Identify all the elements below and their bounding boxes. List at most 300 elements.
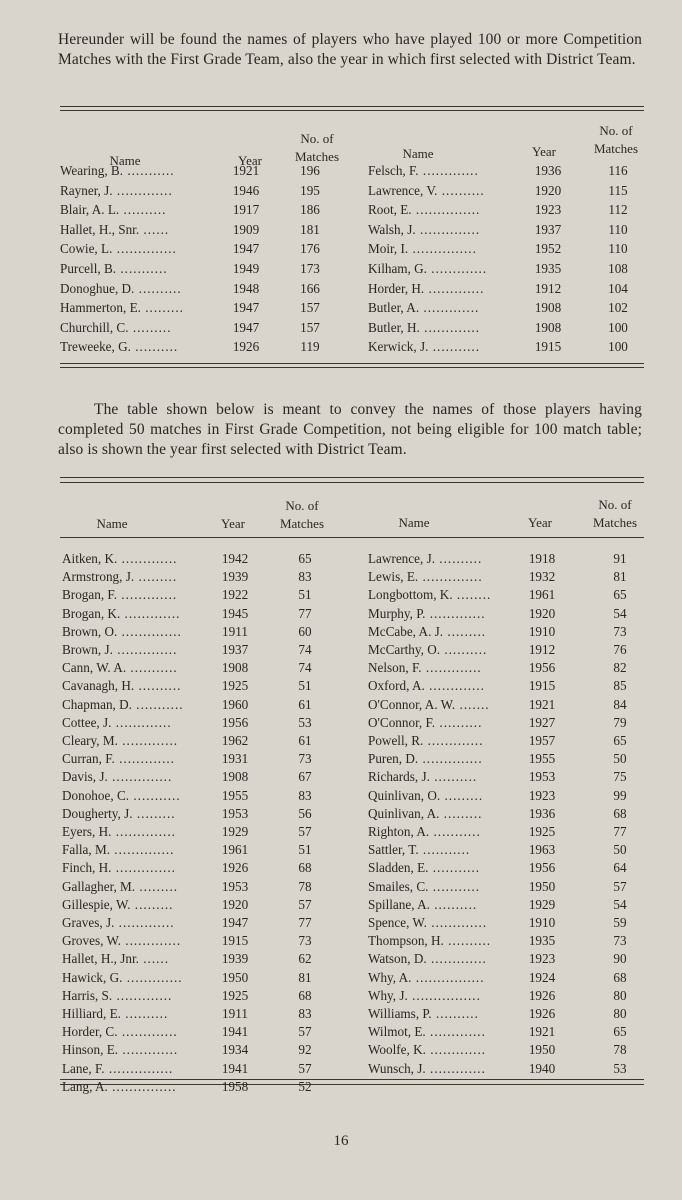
table-row-matches: 186 — [300, 202, 320, 218]
leader-dots: ......... — [130, 896, 174, 912]
table-rule — [60, 537, 644, 538]
leader-dots: ......... — [135, 878, 179, 894]
leader-dots: ......... — [128, 319, 172, 335]
table-row-year: 1950 — [221, 969, 249, 985]
table-row-matches: 51 — [298, 678, 312, 694]
table-row-year: 1945 — [221, 605, 249, 621]
leader-dots: ............. — [424, 678, 485, 694]
table-row-name: Longbottom, K. ........ — [368, 587, 492, 603]
table-row-name: Sladden, E. ........... — [368, 860, 480, 876]
middle-paragraph: The table shown below is meant to convey the names of those players having completed 50 matches in First Grade Competition, not being eligible for 100 match table; also is shown the year first selected with District Team. — [58, 401, 642, 458]
table-row-year: 1963 — [528, 842, 556, 858]
table-row-matches: 166 — [300, 280, 320, 296]
table-row-matches: 61 — [298, 733, 312, 748]
right-header-matches: No. of Matches — [592, 497, 638, 530]
table-row-matches: 115 — [608, 182, 628, 198]
table-row-matches: 57 — [298, 1024, 312, 1040]
table-row-matches: 110 — [608, 221, 628, 237]
table-row-matches: 65 — [613, 733, 627, 748]
table-row-matches: 84 — [613, 696, 627, 712]
table-row-year: 1923 — [534, 202, 562, 218]
leader-dots: ........ — [452, 587, 492, 603]
leader-dots: ........... — [428, 878, 481, 894]
table-row-matches: 108 — [608, 261, 628, 276]
table-row-matches: 65 — [298, 551, 312, 566]
table-row-matches: 83 — [298, 1006, 312, 1021]
leader-dots: ............. — [120, 933, 182, 949]
table-rule — [60, 367, 644, 368]
table-rule — [60, 482, 644, 483]
table-row-matches: 65 — [613, 1024, 627, 1040]
table-row-name: Richards, J. .......... — [368, 769, 478, 785]
table-row-name: Cavanagh, H. .......... — [62, 678, 182, 694]
table-row-name: Butler, A. ............. — [368, 300, 480, 316]
table-row-year: 1923 — [528, 951, 556, 967]
table-row-year: 1920 — [221, 896, 249, 912]
table-row-year: 1926 — [221, 860, 249, 876]
leader-dots: ................ — [411, 969, 485, 985]
table-row-year: 1912 — [528, 642, 556, 657]
table-row-name: Cottee, J. ............. — [62, 714, 172, 730]
table-row-year: 1921 — [528, 696, 556, 712]
table-row-name: Brogan, F. ............. — [62, 587, 178, 603]
table-row-year: 1922 — [221, 587, 249, 603]
table-row-name: O'Connor, F. .......... — [368, 714, 483, 730]
table-row-name: Curran, F. ............. — [62, 751, 175, 767]
table-row-matches: 85 — [613, 678, 627, 694]
table-row-matches: 176 — [300, 241, 320, 257]
table-row-name: Brown, O. .............. — [62, 623, 182, 639]
leader-dots: .......... — [437, 182, 485, 198]
leader-dots: .............. — [117, 623, 182, 639]
table-row-matches: 83 — [298, 569, 312, 585]
table-row-matches: 80 — [613, 1006, 627, 1021]
leader-dots: .......... — [130, 339, 179, 355]
table-row-name: Spillane, A. .......... — [368, 896, 478, 912]
leader-dots: ............. — [111, 714, 172, 730]
table-row-matches: 157 — [300, 300, 320, 316]
table-row-matches: 92 — [298, 1042, 312, 1058]
leader-dots: ........... — [123, 163, 175, 178]
leader-dots: ............... — [408, 241, 477, 257]
table-row-year: 1947 — [232, 300, 260, 316]
leader-dots: .......... — [119, 202, 167, 218]
left-header-year: Year — [238, 153, 262, 168]
table-row-name: Moir, I. ............... — [368, 241, 477, 257]
table-row-year: 1937 — [534, 221, 562, 237]
leader-dots: ............. — [122, 969, 183, 985]
table-row-name: Wilmot, E. ............. — [368, 1024, 486, 1040]
table-row-matches: 60 — [298, 623, 312, 639]
table-row-year: 1941 — [221, 1024, 249, 1040]
table-row-name: Cleary, M. ............. — [62, 733, 179, 748]
table-row-year: 1910 — [528, 915, 556, 930]
table-row-name: Murphy, P. ............. — [368, 605, 486, 621]
table-row-name: Blair, A. L. .......... — [60, 202, 167, 218]
table-row-matches: 112 — [608, 202, 628, 218]
table-row-name: Smailes, C. ........... — [368, 878, 481, 894]
top-rule-2 — [60, 110, 644, 111]
leader-dots: ............... — [107, 1078, 177, 1094]
leader-dots: ............. — [425, 1024, 486, 1040]
table-row-matches: 76 — [613, 642, 627, 657]
table-row-name: Wunsch, J. ............. — [368, 1060, 486, 1076]
table-row-name: Horder, C. ............. — [62, 1024, 178, 1040]
table-row-matches: 68 — [613, 805, 627, 821]
table-row-matches: 181 — [300, 221, 320, 237]
table-row-name: Purcell, B. ........... — [60, 261, 168, 276]
table-row-year: 1947 — [232, 241, 260, 257]
table-row-year: 1915 — [528, 678, 556, 694]
leader-dots: ........... — [428, 860, 480, 876]
table-row-year: 1953 — [221, 878, 249, 894]
leader-dots: ............. — [419, 319, 481, 335]
leader-dots: ...... — [139, 221, 170, 237]
table-row-matches: 53 — [298, 714, 312, 730]
table-row-matches: 61 — [298, 696, 312, 712]
table-row-name: Donoghue, D. .......... — [60, 280, 182, 296]
table-row-name: Hinson, E. ............. — [62, 1042, 179, 1058]
table-row-year: 1915 — [534, 339, 562, 355]
table-row-matches: 110 — [608, 241, 628, 257]
leader-dots: .......... — [429, 896, 478, 912]
table-row-name: Thompson, H. .......... — [368, 933, 492, 949]
table-row-year: 1929 — [221, 824, 249, 839]
table-row-matches: 91 — [613, 551, 627, 566]
right-header-matches: No. of Matches — [593, 123, 639, 156]
table-row-year: 1924 — [528, 969, 556, 985]
table-row-name: Harris, S. ............. — [62, 987, 173, 1003]
table-row-year: 1912 — [534, 280, 562, 296]
leader-dots: .............. — [111, 860, 176, 876]
leader-dots: .......... — [429, 769, 478, 785]
table-row-name: Lane, F. ............... — [62, 1060, 174, 1076]
table-row-matches: 100 — [608, 319, 628, 335]
table-row-name: Spence, W. ............. — [368, 915, 488, 930]
table-row-name: Gallagher, M. ......... — [62, 878, 179, 894]
table-row-matches: 57 — [298, 824, 312, 839]
table-row-matches: 79 — [613, 714, 627, 730]
table-row-year: 1925 — [528, 824, 556, 839]
table-row-year: 1939 — [221, 951, 249, 967]
table-row-name: Treweeke, G. .......... — [60, 339, 179, 355]
table-row-matches: 90 — [613, 951, 627, 967]
table-row-matches: 81 — [613, 569, 627, 585]
table-row-matches: 51 — [298, 587, 312, 603]
table-row-name: Groves, W. ............. — [62, 933, 182, 949]
table-row-name: Horder, H. ............. — [368, 280, 485, 296]
table-row-name: Williams, P. .......... — [368, 1006, 479, 1021]
table-row-matches: 56 — [298, 805, 312, 821]
right-header-year: Year — [532, 144, 556, 159]
table-row-year: 1908 — [221, 660, 249, 676]
table-row-name: Quinlivan, O. ......... — [368, 787, 484, 803]
table-row-matches: 54 — [613, 896, 627, 912]
table-row-name: Watson, D. ............. — [368, 951, 487, 967]
table-row-matches: 51 — [298, 842, 312, 858]
table-row-name: Aitken, K. ............. — [62, 551, 178, 566]
table-row-name: Dougherty, J. ......... — [62, 805, 176, 821]
table-row-year: 1952 — [534, 241, 562, 257]
top-rule — [60, 106, 644, 107]
table-row-matches: 75 — [613, 769, 627, 785]
left-header-name: Name — [109, 153, 141, 168]
leader-dots: .............. — [107, 769, 173, 785]
table-row-matches: 67 — [298, 769, 312, 785]
table-row-name: Kilham, G. ............. — [368, 261, 488, 276]
table-row-year: 1926 — [528, 1006, 556, 1021]
table-row-matches: 62 — [298, 951, 312, 967]
table-row-year: 1956 — [221, 714, 249, 730]
table-row-matches: 77 — [298, 605, 312, 621]
leader-dots: .............. — [111, 824, 176, 839]
leader-dots: ....... — [455, 696, 490, 712]
table-row-year: 1926 — [232, 339, 260, 355]
table-row-name: Hallet, H., Jnr. ...... — [62, 951, 169, 967]
table-row-name: Churchill, C. ......... — [60, 319, 172, 335]
table-row-name: Brown, J. .............. — [62, 642, 178, 657]
table-row-matches: 116 — [608, 163, 628, 178]
table-row-matches: 68 — [613, 969, 627, 985]
table-row-year: 1956 — [528, 660, 556, 676]
table-row-year: 1961 — [528, 587, 556, 603]
leader-dots: ................ — [407, 987, 481, 1003]
table-row-name: Why, J. ................ — [368, 987, 481, 1003]
table-row-name: Lang, A. ............... — [62, 1078, 177, 1094]
leader-dots: .......... — [435, 551, 483, 566]
leader-dots: .......... — [431, 1006, 479, 1021]
leader-dots: .............. — [415, 221, 481, 237]
table-row-year: 1911 — [222, 623, 248, 639]
table-row-name: Falla, M. .............. — [62, 842, 175, 858]
leader-dots: ......... — [443, 623, 487, 639]
leader-dots: ............... — [411, 202, 481, 218]
table-row-name: Kerwick, J. ........... — [368, 339, 480, 355]
leader-dots: ........... — [131, 696, 184, 712]
table-row-matches: 99 — [613, 787, 627, 803]
table-row-year: 1941 — [221, 1060, 249, 1076]
table-row-matches: 54 — [613, 605, 627, 621]
left-header-matches: No. of Matches — [279, 498, 325, 531]
leader-dots: ............. — [114, 751, 175, 767]
table-row-year: 1936 — [534, 163, 562, 178]
table-row-name: Lewis, E. .............. — [368, 569, 483, 585]
leader-dots: ............. — [117, 733, 179, 748]
table-row-year: 1920 — [534, 182, 562, 198]
table-row-matches: 74 — [298, 660, 312, 676]
table-row-matches: 157 — [300, 319, 320, 335]
table-row-name: Oxford, A. ............. — [368, 678, 485, 694]
table-row-matches: 52 — [298, 1078, 312, 1094]
table-row-name: Davis, J. .............. — [62, 769, 173, 785]
table-row-matches: 100 — [608, 339, 628, 355]
table-row-name: Righton, A. ........... — [368, 824, 481, 839]
leader-dots: ............... — [104, 1060, 174, 1076]
leader-dots: ............. — [425, 605, 486, 621]
table-row-name: McCarthy, O. .......... — [368, 642, 488, 657]
table-row-year: 1918 — [528, 551, 556, 566]
table-row-name: Chapman, D. ........... — [62, 696, 184, 712]
table-row-year: 1962 — [221, 733, 249, 748]
table-row-name: Cowie, L. .............. — [60, 241, 177, 257]
leader-dots: ......... — [132, 805, 176, 821]
table-row-year: 1940 — [528, 1060, 556, 1076]
leader-dots: ......... — [440, 787, 484, 803]
leader-dots: .............. — [112, 642, 178, 657]
table-row-year: 1910 — [528, 623, 556, 639]
table-row-year: 1925 — [221, 987, 249, 1003]
table-row-matches: 173 — [300, 261, 320, 276]
leader-dots: .......... — [134, 678, 182, 694]
table-row-matches: 65 — [613, 587, 627, 603]
leader-dots: ...... — [138, 951, 169, 967]
table-row-year: 1935 — [534, 261, 562, 276]
leader-dots: .............. — [418, 751, 483, 767]
left-header-matches: No. of Matches — [294, 131, 340, 164]
table-row-name: Hallet, H., Snr. ...... — [60, 221, 170, 237]
leader-dots: ............. — [118, 1042, 179, 1058]
table-row-year: 1927 — [528, 714, 556, 730]
table-row-name: Why, A. ................ — [368, 969, 485, 985]
table-row-name: Finch, H. .............. — [62, 860, 176, 876]
leader-dots: ........... — [126, 660, 178, 676]
leader-dots: ............. — [421, 660, 482, 676]
table-row-year: 1917 — [232, 202, 260, 218]
leader-dots: ............. — [112, 987, 173, 1003]
leader-dots: ............. — [426, 261, 488, 276]
table-row-matches: 104 — [608, 280, 628, 296]
table-row-name: Puren, D. .............. — [368, 751, 483, 767]
table-row-name: O'Connor, A. W. ....... — [368, 696, 490, 712]
leader-dots: ............. — [424, 280, 485, 296]
table-row-year: 1929 — [528, 896, 556, 912]
leader-dots: ........... — [429, 824, 481, 839]
table-row-matches: 73 — [298, 751, 312, 767]
table-row-name: Hawick, G. ............. — [62, 969, 183, 985]
table-row-year: 1936 — [528, 805, 556, 821]
table-row-year: 1908 — [534, 300, 562, 316]
leader-dots: .............. — [110, 842, 175, 858]
table-row-name: Eyers, H. .............. — [62, 824, 176, 839]
table-row-matches: 74 — [298, 642, 312, 657]
table-row-year: 1953 — [221, 805, 249, 821]
table-row-year: 1955 — [528, 751, 556, 767]
table-row-year: 1960 — [221, 696, 249, 712]
left-header-name: Name — [96, 516, 128, 531]
table-row-year: 1949 — [232, 261, 260, 276]
leader-dots: ........... — [418, 842, 471, 858]
table-row-year: 1934 — [221, 1042, 249, 1058]
table-row-year: 1957 — [528, 733, 556, 748]
table-row-matches: 83 — [298, 787, 312, 803]
table-row-name: Wearing, B. ........... — [60, 163, 175, 178]
table-row-matches: 50 — [613, 842, 627, 858]
table-row-year: 1948 — [232, 280, 260, 296]
table-row-matches: 77 — [298, 915, 312, 930]
table-row-name: Hammerton, E. ......... — [60, 300, 184, 316]
table-row-matches: 59 — [613, 915, 627, 930]
table-row-year: 1955 — [221, 787, 249, 803]
table-row-year: 1921 — [528, 1024, 556, 1040]
leader-dots: ............. — [114, 915, 175, 930]
table-row-matches: 73 — [613, 623, 627, 639]
table-row-matches: 119 — [300, 339, 320, 355]
leader-dots: ............. — [419, 300, 480, 316]
table-row-year: 1908 — [221, 769, 249, 785]
leader-dots: ......... — [439, 805, 483, 821]
table-row-year: 1911 — [222, 1006, 248, 1021]
table-row-name: Hilliard, E. .......... — [62, 1006, 169, 1021]
leader-dots: .......... — [120, 1006, 169, 1021]
leader-dots: ............. — [117, 551, 178, 566]
table-row-matches: 196 — [300, 163, 320, 178]
leader-dots: ............. — [418, 163, 479, 178]
table-row-matches: 78 — [298, 878, 312, 894]
table-row-year: 1925 — [221, 678, 249, 694]
table-row-name: Root, E. ............... — [368, 202, 481, 218]
table-row-year: 1958 — [221, 1078, 249, 1094]
leader-dots: .......... — [440, 642, 488, 657]
table-row-year: 1947 — [232, 319, 260, 335]
leader-dots: ............. — [426, 951, 487, 967]
table-row-year: 1923 — [528, 787, 556, 803]
table-row-year: 1926 — [528, 987, 556, 1003]
table-row-year: 1947 — [221, 915, 249, 930]
table-row-matches: 53 — [613, 1060, 627, 1076]
table-row-name: Butler, H. ............. — [368, 319, 481, 335]
table-row-year: 1921 — [232, 163, 260, 178]
table-row-matches: 57 — [613, 878, 627, 894]
table-row-year: 1937 — [221, 642, 249, 657]
table-row-matches: 195 — [300, 182, 320, 198]
leader-dots: ........... — [116, 261, 168, 276]
page-number: 16 — [333, 1133, 349, 1149]
table-rule — [60, 363, 644, 364]
table-row-matches: 57 — [298, 896, 312, 912]
table-row-name: Lawrence, J. .......... — [368, 551, 483, 566]
table-row-matches: 78 — [613, 1042, 627, 1058]
table-row-year: 1961 — [221, 842, 249, 858]
leader-dots: ............. — [425, 1060, 486, 1076]
table-row-year: 1932 — [528, 569, 556, 585]
table-row-name: Cann, W. A. ........... — [62, 660, 178, 676]
table-row-name: Nelson, F. ............. — [368, 660, 482, 676]
leader-dots: .............. — [418, 569, 483, 585]
leader-dots: .......... — [435, 714, 483, 730]
leader-dots: ............. — [423, 733, 484, 748]
table-row-year: 1953 — [528, 769, 556, 785]
table-row-matches: 81 — [298, 969, 312, 985]
table-row-name: Woolfe, K. ............. — [368, 1042, 487, 1058]
table-row-year: 1942 — [221, 551, 249, 566]
leader-dots: ........... — [129, 787, 181, 803]
table-row-year: 1935 — [528, 933, 556, 949]
left-header-year: Year — [221, 516, 245, 531]
table-row-matches: 73 — [613, 933, 627, 949]
table-row-name: Lawrence, V. .......... — [368, 182, 485, 198]
leader-dots: ......... — [140, 300, 184, 316]
table-row-year: 1950 — [528, 1042, 556, 1058]
table-row-matches: 73 — [298, 933, 312, 949]
table-row-name: Donohoe, C. ........... — [62, 787, 181, 803]
leader-dots: ......... — [134, 569, 178, 585]
leader-dots: ............. — [425, 1042, 487, 1058]
leader-dots: ............. — [120, 605, 181, 621]
table-row-matches: 68 — [298, 987, 312, 1003]
leader-dots: ............. — [112, 182, 173, 198]
table-row-name: Powell, R. ............. — [368, 733, 484, 748]
leader-dots: ............. — [117, 1024, 178, 1040]
